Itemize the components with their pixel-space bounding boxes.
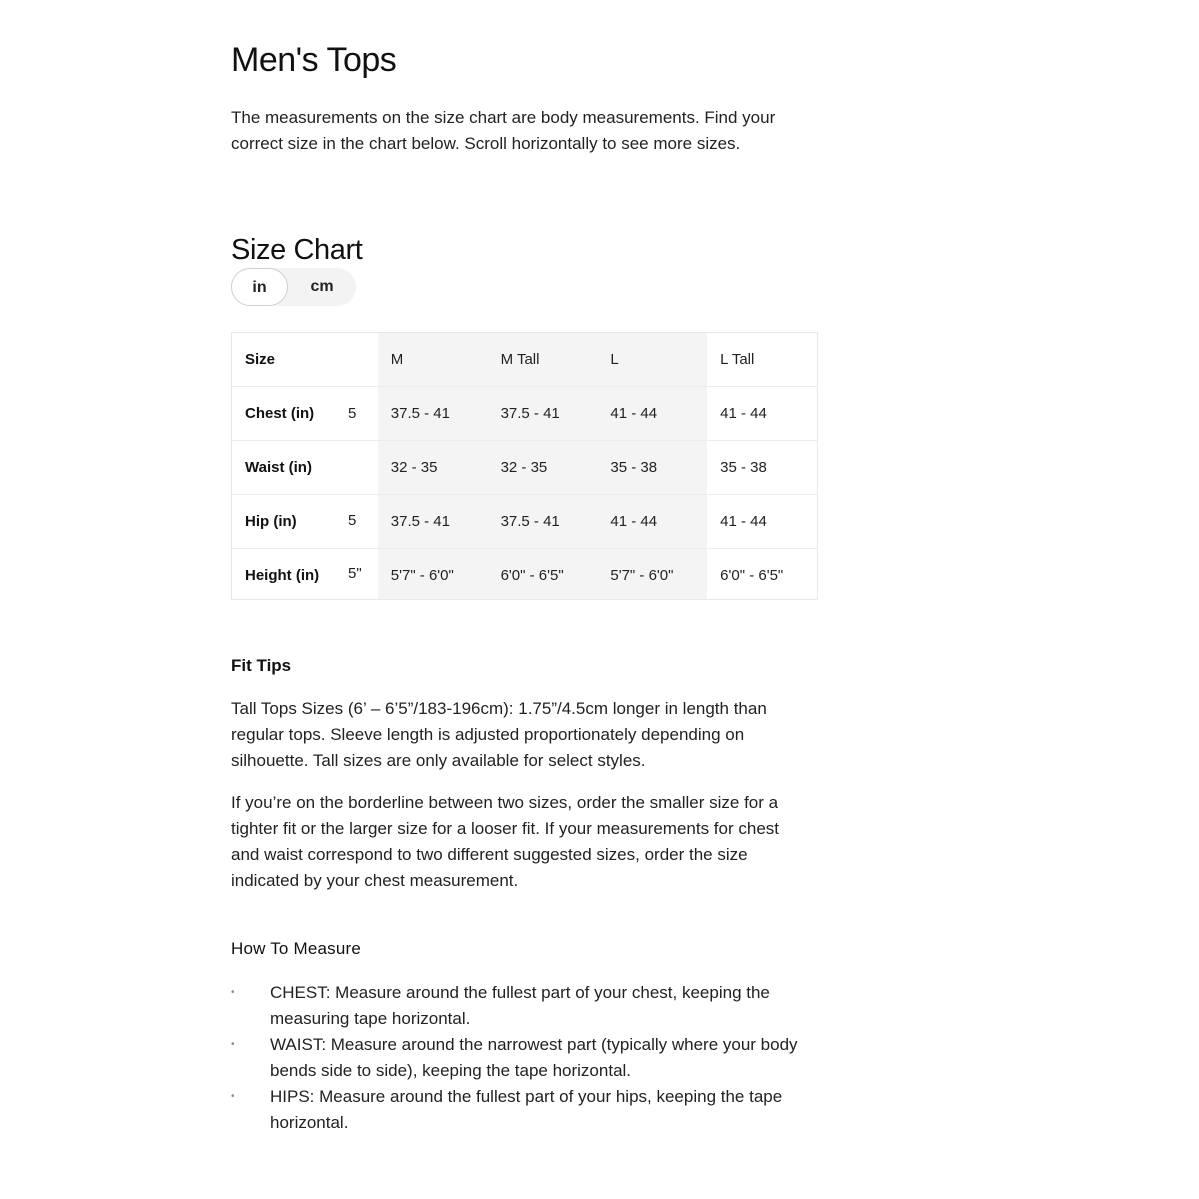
how-to-measure-title: How To Measure [231, 939, 362, 958]
table-cell: 41 - 44 [597, 495, 707, 549]
table-row [232, 441, 817, 495]
unit-toggle [231, 268, 356, 306]
page-title: Men's Tops [231, 41, 397, 79]
table-row [232, 549, 817, 601]
table-cell: 5'7" - 6'0" [597, 549, 707, 601]
table-header-row [232, 333, 817, 387]
size-table-scroll[interactable] [231, 332, 818, 600]
table-header-cell: M Tall [488, 333, 598, 387]
bullet-icon: • [231, 1091, 235, 1102]
table-cell: 6'0" - 6'5" [488, 549, 598, 601]
list-item [231, 980, 806, 1032]
row-label: Chest (in) [232, 387, 378, 441]
table-cell: 32 - 35 [488, 441, 598, 495]
measure-list [231, 980, 806, 1136]
bullet-icon: • [231, 1039, 235, 1050]
list-item [231, 1084, 806, 1136]
row-label: Height (in) [232, 549, 378, 601]
table-header-cell: M [378, 333, 488, 387]
size-table [232, 333, 817, 600]
fit-tips-title: Fit Tips [231, 656, 292, 675]
row-label: Hip (in) [232, 495, 378, 549]
table-header-cell: L Tall [720, 351, 755, 368]
scrolled-cell-fragment: 5 [348, 512, 357, 529]
table-cell: 41 - 44 [707, 387, 817, 441]
unit-option-cm[interactable]: cm [310, 278, 334, 295]
table-cell: 35 - 38 [707, 441, 817, 495]
size-chart-title: Size Chart [231, 234, 363, 266]
fit-tip-paragraph: Tall Tops Sizes (6’ – 6’5”/183-196cm): 1.75”/4.5cm longer in length than regular tops. Sleeve length is adjusted proportionately depending on silhouette. Tall sizes are only available for select styles. [231, 699, 767, 770]
table-cell: 41 - 44 [707, 495, 817, 549]
table-header-size: Size [245, 351, 276, 368]
table-header-cell: L [597, 333, 707, 387]
fit-tip-paragraph: If you’re on the borderline between two sizes, order the smaller size for a tighter fit or the larger size for a looser fit. If your measurements for chest and waist correspond to two different suggested sizes, order the size indicated by your chest measurement. [231, 793, 780, 890]
table-row [232, 495, 817, 549]
table-cell: 5'7" - 6'0" [378, 549, 488, 601]
list-item-text: CHEST: Measure around the fullest part of your chest, keeping the measuring tape horizontal. [270, 983, 770, 1028]
scrolled-cell-fragment: 5" [348, 565, 362, 582]
table-cell: 37.5 - 41 [378, 387, 488, 441]
list-item-text: WAIST: Measure around the narrowest part (typically where your body bends side to side), keeping the tape horizontal. [270, 1035, 798, 1080]
scrolled-cell-fragment: 5 [348, 405, 357, 422]
table-cell: 35 - 38 [597, 441, 707, 495]
table-row [232, 387, 817, 441]
intro-text: The measurements on the size chart are body measurements. Find your correct size in the chart below. Scroll horizontally to see more sizes. [231, 108, 776, 153]
table-cell: 41 - 44 [597, 387, 707, 441]
table-cell: 32 - 35 [378, 441, 488, 495]
bullet-icon: • [231, 987, 235, 998]
table-cell: 37.5 - 41 [378, 495, 488, 549]
table-cell: 37.5 - 41 [488, 387, 598, 441]
table-cell: 6'0" - 6'5" [707, 549, 817, 601]
list-item [231, 1032, 806, 1084]
table-cell: 37.5 - 41 [488, 495, 598, 549]
unit-option-in[interactable]: in [231, 268, 288, 306]
row-label: Waist (in) [232, 441, 378, 495]
list-item-text: HIPS: Measure around the fullest part of your hips, keeping the tape horizontal. [270, 1087, 783, 1132]
